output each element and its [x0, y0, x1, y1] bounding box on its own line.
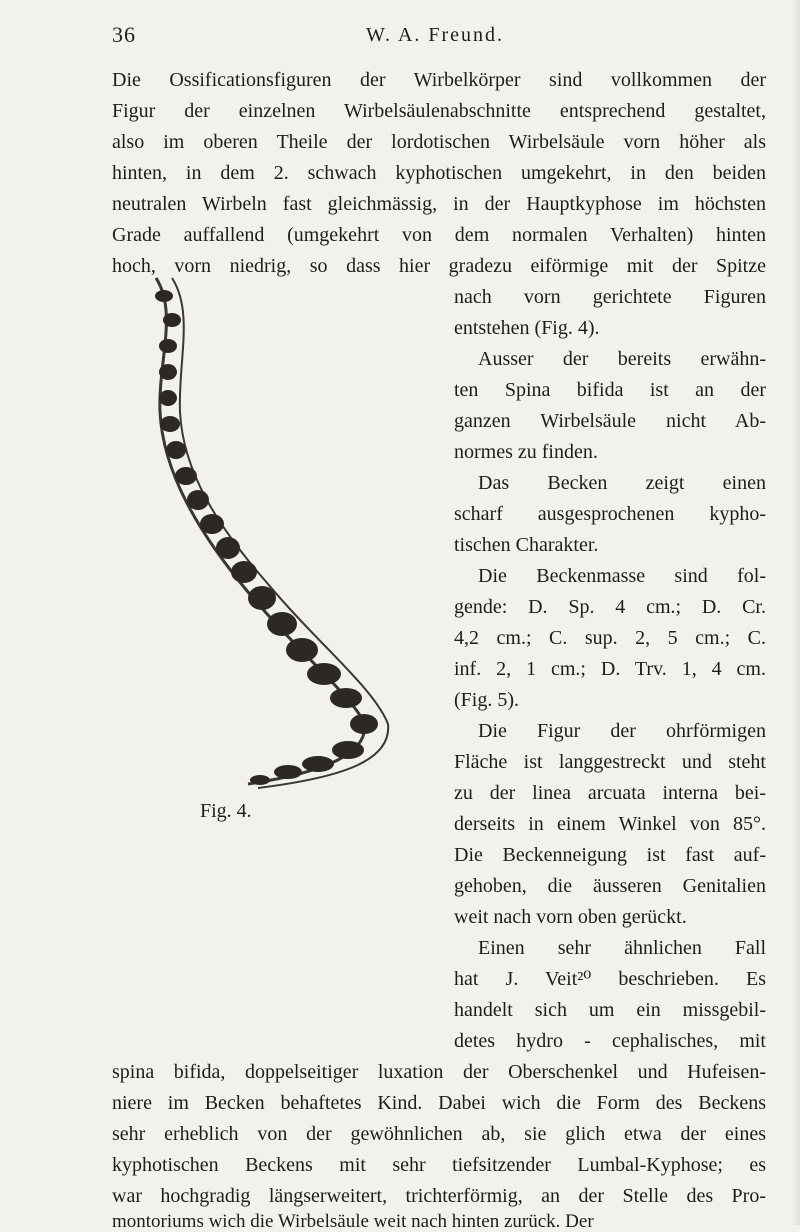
- text-line: kyphotischen Beckens mit sehr tiefsitzender Lumbal-Kyphose; es: [112, 1154, 766, 1176]
- text-line: Die Ossificationsfiguren der Wirbelkörper sind vollkommen der: [112, 69, 766, 91]
- text-line: handelt sich um ein missgebil-: [454, 999, 766, 1021]
- page-edge-shadow: [792, 0, 800, 1225]
- text-line: spina bifida, doppelseitiger luxation der Oberschenkel und Hufeisen-: [112, 1061, 766, 1083]
- spine-outline: [156, 278, 365, 784]
- text-line: Die Figur der ohrförmigen: [478, 720, 766, 742]
- text-line: inf. 2, 1 cm.; D. Trv. 1, 4 cm.: [454, 658, 766, 680]
- running-head: W. A. Freund.: [366, 24, 505, 46]
- page-number: 36: [112, 22, 136, 47]
- text-line: also im oberen Theile der lordotischen Wirbelsäule vorn höher als: [112, 131, 766, 153]
- text-line: niere im Becken behaftetes Kind. Dabei wich die Form des Beckens: [112, 1092, 766, 1114]
- text-line: Die Beckenneigung ist fast auf-: [454, 844, 766, 866]
- text-line: neutralen Wirbeln fast gleichmässig, in der Hauptkyphose im höchsten: [112, 193, 766, 215]
- text-line: hat J. Veit²⁰ beschrieben. Es: [454, 968, 766, 990]
- text-line: Ausser der bereits erwähn-: [478, 348, 766, 370]
- text-line: hoch, vorn niedrig, so dass hier gradezu eiförmige mit der Spitze: [112, 255, 766, 277]
- vertebrae: [155, 290, 378, 785]
- spine-figure: [138, 272, 430, 792]
- text-line: war hochgradig längserweitert, trichterförmig, an der Stelle des Pro-: [112, 1185, 766, 1207]
- text-line: gehoben, die äusseren Genitalien: [454, 875, 766, 897]
- text-line: detes hydro - cephalisches, mit: [454, 1030, 766, 1052]
- page-header: [112, 22, 792, 54]
- text-line: (Fig. 5).: [454, 689, 519, 711]
- text-line: gende: D. Sp. 4 cm.; D. Cr.: [454, 596, 766, 618]
- text-line: scharf ausgesprochenen kypho-: [454, 503, 766, 525]
- text-line: Figur der einzelnen Wirbelsäulenabschnitte entsprechend gestaltet,: [112, 100, 766, 122]
- text-line: Die Beckenmasse sind fol-: [478, 565, 766, 587]
- text-line: ganzen Wirbelsäule nicht Ab-: [454, 410, 766, 432]
- text-line: zu der linea arcuata interna bei-: [454, 782, 766, 804]
- text-line: sehr erheblich von der gewöhnlichen ab, sie glich etwa der eines: [112, 1123, 766, 1145]
- text-line: montoriums wich die Wirbelsäule weit nach hinten zurück. Der: [112, 1211, 594, 1232]
- text-line: tischen Charakter.: [454, 534, 599, 556]
- text-line: 4,2 cm.; C. sup. 2, 5 cm.; C.: [454, 627, 766, 649]
- text-line: Grade auffallend (umgekehrt von dem normalen Verhalten) hinten: [112, 224, 766, 246]
- text-line: nach vorn gerichtete Figuren: [454, 286, 766, 308]
- text-line: ten Spina bifida ist an der: [454, 379, 766, 401]
- figure-caption: Fig. 4.: [200, 800, 252, 822]
- text-line: weit nach vorn oben gerückt.: [454, 906, 687, 928]
- text-line: Das Becken zeigt einen: [478, 472, 766, 494]
- text-line: Einen sehr ähnlichen Fall: [478, 937, 766, 959]
- text-line: entstehen (Fig. 4).: [454, 317, 600, 339]
- text-line: hinten, in dem 2. schwach kyphotischen umgekehrt, in den beiden: [112, 162, 766, 184]
- text-line: derseits in einem Winkel von 85°.: [454, 813, 766, 835]
- text-line: normes zu finden.: [454, 441, 598, 463]
- text-line: Fläche ist langgestreckt und steht: [454, 751, 766, 773]
